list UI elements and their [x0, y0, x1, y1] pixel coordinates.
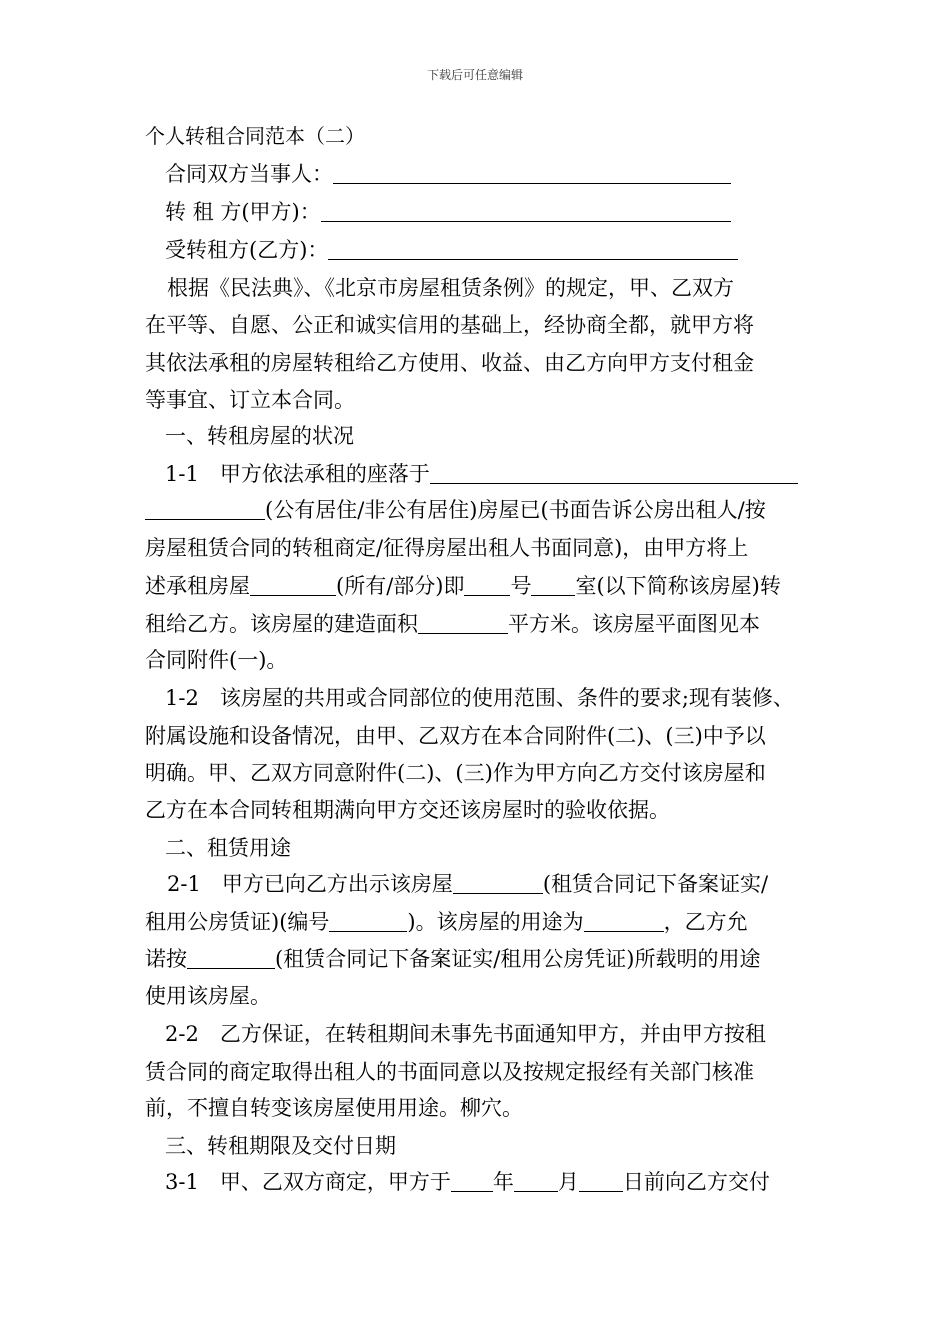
preamble-line-3: 其依法承租的房屋转租给乙方使用、收益、由乙方向甲方支付租金	[145, 351, 754, 375]
clause-2-1-text-2a: 租用公房赁证)(编号	[145, 910, 330, 934]
document-title: 个人转租合同范本（二）	[145, 124, 365, 148]
page-header: 下载后可任意编辑	[426, 68, 523, 82]
lessee-label: 受转租方(乙方)：	[165, 238, 329, 262]
year-blank	[451, 1170, 493, 1192]
location-blank-cont	[145, 498, 265, 520]
clause-1-1-line-2	[145, 496, 766, 524]
clause-2-1-line-4: 使用该房屋。	[145, 984, 271, 1008]
lessor-line	[165, 198, 731, 226]
clause-1-1-line-4	[145, 572, 781, 600]
clause-1-2-line-1: 1-2 该房屋的共用或合同部位的使用范围、条件的要求;现有装修、	[165, 686, 794, 710]
clause-1-1-line-6: 合同附件(一)。	[145, 648, 288, 672]
clause-2-1-text-1b: (租赁合同记下备案证实/	[542, 872, 769, 896]
clause-3-1-text-d: 日前向乙方交付	[622, 1170, 770, 1194]
day-blank	[579, 1170, 623, 1192]
clause-1-2-line-3: 明确。甲、乙双方同意附件(二)、(三)作为甲方向乙方交付该房屋和	[145, 761, 766, 785]
clause-1-1-text-5b: 平方米。该房屋平面图见本	[508, 612, 760, 636]
clause-2-1-line-2	[145, 908, 748, 936]
clause-1-1-text: 1-1 甲方依法承租的座落于	[165, 462, 430, 486]
room-number-blank	[531, 574, 575, 596]
serial-number-blank	[329, 910, 407, 932]
clause-3-1-text-c: 月	[557, 1170, 579, 1194]
clause-1-2-line-2: 附属设施和设备情况，由甲、乙双方在本合同附件(二)、(三)中予以	[145, 724, 766, 748]
building-number-blank	[464, 574, 510, 596]
clause-2-1-text-2c: ，乙方允	[663, 910, 748, 934]
clause-2-1-text-3b: (租赁合同记下备案证实/租用公房凭证)所载明的用途	[275, 947, 761, 971]
lessee-blank	[328, 238, 738, 260]
clause-3-1-line-1	[165, 1168, 770, 1196]
clause-2-1-text-1a: 2-1 甲方已向乙方出示该房屋	[167, 872, 453, 896]
clause-3-1-text-b: 年	[492, 1170, 514, 1194]
clause-2-1-line-3	[145, 945, 760, 973]
clause-2-2-line-2: 赁合同的商定取得出租人的书面同意以及按规定报经有关部门核准	[145, 1060, 754, 1084]
clause-1-1-text-4b: (所有/部分)即	[336, 574, 465, 598]
clause-1-1-text-2: (公有居住/非公有居住)房屋已(书面告诉公房出租人/按	[265, 498, 766, 522]
clause-1-2-line-4: 乙方在本合同转租期满向甲方交还该房屋时的验收依据。	[145, 798, 670, 822]
clause-1-1-text-5a: 租给乙方。该房屋的建造面积	[145, 612, 418, 636]
clause-3-1-text-a: 3-1 甲、乙双方商定，甲方于	[165, 1170, 451, 1194]
lessee-line	[165, 236, 738, 264]
section-1-heading: 一、转租房屋的状况	[165, 424, 354, 448]
clause-2-1-text-3a: 诺按	[145, 947, 187, 971]
clause-2-2-line-1: 2-2 乙方保证，在转租期间未事先书面通知甲方，并由甲方按租	[165, 1022, 766, 1046]
purpose-blank	[584, 910, 664, 932]
clause-1-1-line-1	[165, 460, 798, 488]
area-blank	[418, 612, 508, 634]
parties-blank	[333, 162, 731, 184]
clause-1-1-text-4a: 述承租房屋	[145, 574, 250, 598]
month-blank	[514, 1170, 558, 1192]
clause-2-1-line-1	[167, 870, 768, 898]
certificate-blank	[453, 872, 543, 894]
lessor-label: 转 租 方(甲方)：	[165, 200, 321, 224]
section-3-heading: 三、转租期限及交付日期	[165, 1134, 396, 1158]
clause-1-1-line-5	[145, 610, 760, 638]
location-blank	[430, 462, 798, 484]
clause-2-1-text-2b: )。该房屋的用途为	[407, 910, 584, 934]
clause-1-1-text-4c: 号	[510, 574, 532, 598]
parties-label: 合同双方当事人：	[165, 162, 333, 186]
scope-blank	[250, 574, 336, 596]
clause-2-2-line-3: 前，不擅自转变该房屋使用用途。柳穴。	[145, 1096, 523, 1120]
document-blank	[187, 947, 275, 969]
lessor-blank	[321, 200, 731, 222]
parties-line	[165, 160, 731, 188]
section-2-heading: 二、租赁用途	[165, 836, 291, 860]
preamble-line-4: 等事宜、订立本合同。	[145, 388, 355, 412]
clause-1-1-text-4d: 室(以下简称该房屋)转	[575, 574, 781, 598]
preamble-line-1: 根据《民法典》、《北京市房屋租赁条例》的规定，甲、乙双方	[167, 276, 734, 300]
clause-1-1-line-3: 房屋租赁合同的转租商定/征得房屋出租人书面同意)，由甲方将上	[145, 536, 749, 560]
preamble-line-2: 在平等、自愿、公正和诚实信用的基础上，经协商全都，就甲方将	[145, 313, 754, 337]
